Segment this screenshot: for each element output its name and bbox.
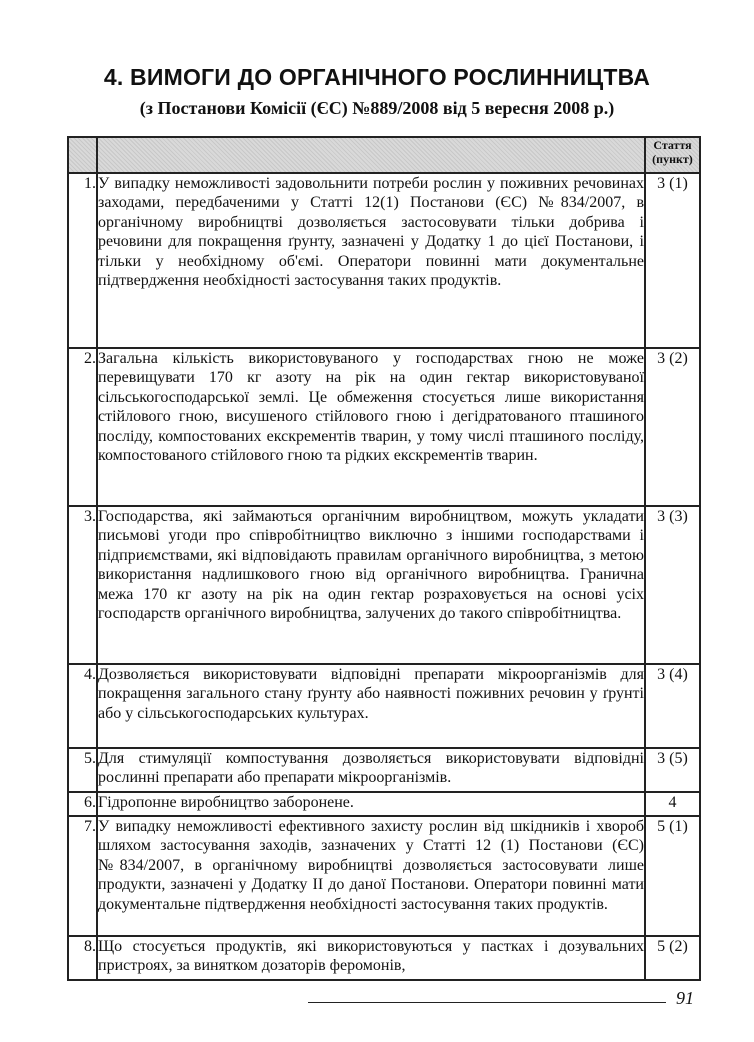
row-text: Гідропонне виробництво заборонене. (97, 792, 645, 816)
row-article: 3 (2) (645, 348, 700, 506)
table-header-row (68, 137, 700, 173)
header-article-cell: Стаття (пункт) (645, 137, 700, 173)
page-number: 91 (676, 988, 694, 1008)
header-text-cell (97, 137, 645, 173)
row-text: Господарства, які займаються органічним виробництвом, можуть укладати письмові угоди про співробітництво виключно з іншими господарствами і підприємствами, які відповідають правилам органічного виробництва, з метою використання надлишкового гною від органічного виробництва. Гранична межа 170 кг азоту на рік на один гектар розраховується на основі усіх господарств органічного виробництва, залучених до такого співробітництва. (97, 506, 645, 664)
row-article: 5 (2) (645, 936, 700, 980)
table-row (68, 816, 700, 936)
row-number: 2. (68, 348, 97, 506)
row-text: У випадку неможливості задовольнити потреби рослин у поживних речовинах заходами, передбаченими у Статті 12(1) Постанови (ЄС) №834/2007, в органічному виробництві дозволяється застосовувати тільки добрива і речовини для покращення ґрунту, зазначені у Додатку 1 до цієї Постанови, і тільки у необхідному об'ємі. Оператори повинні мати документальне підтвердження необхідності застосування таких продуктів. (97, 173, 645, 348)
row-number: 7. (68, 816, 97, 936)
table-row (68, 664, 700, 748)
row-article: 5 (1) (645, 816, 700, 936)
table-row (68, 936, 700, 980)
row-number: 3. (68, 506, 97, 664)
table-row (68, 748, 700, 792)
table-row (68, 348, 700, 506)
row-number: 4. (68, 664, 97, 748)
row-article: 3 (1) (645, 173, 700, 348)
row-text: У випадку неможливості ефективного захисту рослин від шкідників і хвороб шляхом застосування заходів, зазначених у Статті 12 (1) Постанови (ЄС) №834/2007, в органічному виробництві дозволяється застосовувати лише продукти, зазначені у Додатку II до даної Постанови. Оператори повинні мати документальне підтвердження необхідності застосування таких продуктів. (97, 816, 645, 936)
row-number: 5. (68, 748, 97, 792)
row-article: 4 (645, 792, 700, 816)
row-text: Що стосується продуктів, які використовуються у пастках і дозувальних пристроях, за винятком дозаторів феромонів, (97, 936, 645, 980)
row-text: Загальна кількість використовуваного у господарствах гною не може перевищувати 170 кг азоту на рік на один гектар використовуваної сільськогосподарської землі. Це обмеження стосується лише використання стійлового гною, висушеного стійлового гною і дегідратованого пташиного посліду, компостованих екскрементів тварин, у тому числі пташиного посліду, компостованого стійлового гною та рідких екскрементів тварин. (97, 348, 645, 506)
footer-divider (308, 1002, 666, 1003)
row-number: 6. (68, 792, 97, 816)
row-article: 3 (5) (645, 748, 700, 792)
row-text: Для стимуляції компостування дозволяється використовувати відповідні рослинні препарати або препарати мікроорганізмів. (97, 748, 645, 792)
row-number: 8. (68, 936, 97, 980)
row-article: 3 (4) (645, 664, 700, 748)
header-number-cell (68, 137, 97, 173)
page-title: 4. ВИМОГИ ДО ОРГАНІЧНОГО РОСЛИННИЦТВА (103, 64, 651, 90)
row-text: Дозволяється використовувати відповідні препарати мікроорганізмів для покращення загального стану ґрунту або наявності поживних речовин у ґрунті або у сільськогосподарських культурах. (97, 664, 645, 748)
requirements-table (67, 136, 701, 981)
table-row (68, 173, 700, 348)
row-number: 1. (68, 173, 97, 348)
page-subtitle: (з Постанови Комісії (ЄС) №889/2008 від 5 вересня 2008 р.) (139, 98, 615, 118)
row-article: 3 (3) (645, 506, 700, 664)
table-row (68, 792, 700, 816)
table-row (68, 506, 700, 664)
